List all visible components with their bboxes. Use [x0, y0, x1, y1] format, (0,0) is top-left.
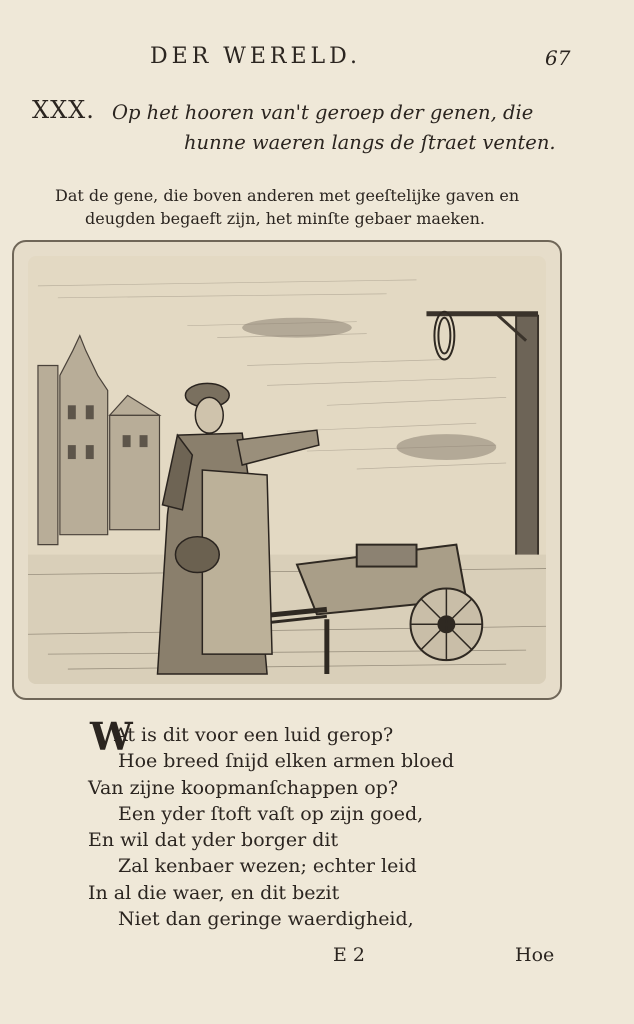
signature-mark: E 2	[333, 944, 365, 966]
etching-scene	[28, 256, 546, 684]
running-title: DER WERELD.	[150, 44, 362, 69]
emblem-number: XXX.	[32, 96, 95, 124]
poem-line-3: Van zijne koopmanſchappen op?	[88, 776, 399, 799]
poem-line-4: Een yder ſtoft vaſt op zijn goed,	[118, 802, 424, 825]
poem-line-1: At is dit voor een luid gerop?	[114, 724, 394, 746]
emblem-motto	[55, 184, 575, 230]
poem-line-2: Hoe breed ſnijd elken armen bloed	[118, 750, 455, 773]
emblem-title-line-2: hunne waeren langs de ſtraet venten.	[184, 131, 556, 154]
motto-line-2: deugden begaeft zijn, het minſte gebaer maeken.	[85, 209, 485, 228]
etching-illustration	[12, 240, 562, 700]
catchword: Hoe	[515, 944, 555, 966]
motto-line-1: Dat de gene, die boven anderen met geeſtelijke gaven en	[55, 186, 520, 205]
emblem-title-line-1: Op het hooren van't geroep der genen, die	[112, 101, 534, 124]
page-number: 67	[545, 46, 571, 70]
poem-line-5: En wil dat yder borger dit	[88, 829, 339, 852]
emblem-title	[112, 98, 582, 158]
rope-noose	[434, 312, 454, 360]
drop-cap: W	[90, 714, 133, 759]
poem	[88, 722, 558, 932]
poem-line-8: Niet dan geringe waerdigheid,	[118, 908, 414, 931]
poem-line-6: Zal kenbaer wezen; echter leid	[118, 855, 417, 878]
poem-line-7: In al die waer, en dit bezit	[88, 881, 340, 904]
town-buildings	[38, 336, 160, 545]
